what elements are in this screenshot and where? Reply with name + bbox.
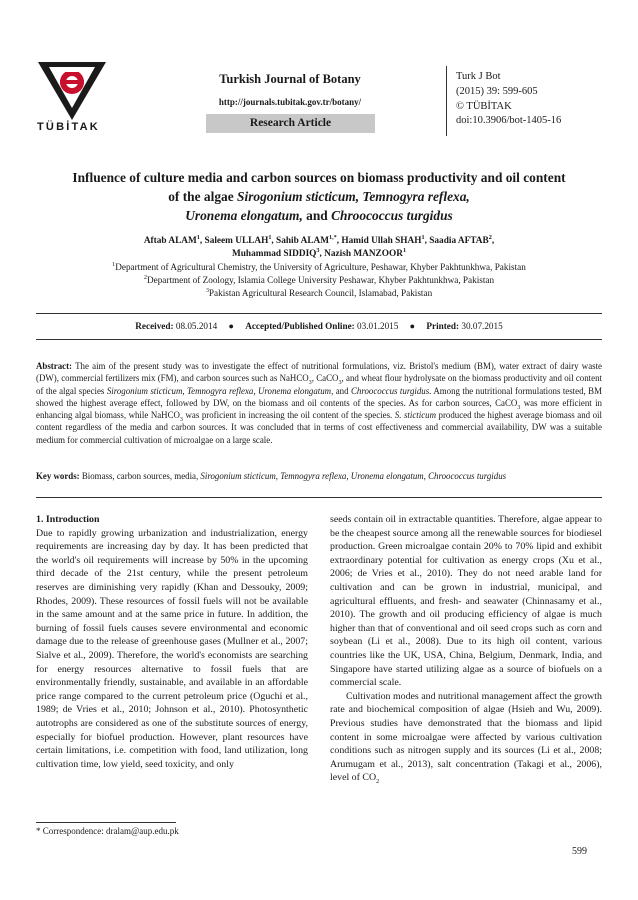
abstract-text: was proficient in increasing the oil content of the species. (183, 410, 395, 421)
citation-volume: (2015) 39: 599-605 (456, 85, 538, 97)
title-text: Influence of culture media and carbon sources on biomass productivity and oil content of the algae (72, 170, 566, 204)
body-column-right (330, 513, 602, 785)
author-name: , Saleem ULLAH (199, 236, 269, 246)
abstract-text: . Among the nutritional formulations tested, BM showed the highest average effect, followed by DW, on the biomass and oil contents of the species. As for carbon sources, CaCO (36, 385, 602, 408)
footnote-rule (36, 822, 176, 823)
header-divider (446, 66, 447, 136)
affiliation (55, 287, 583, 300)
corresponding-star: * (333, 233, 337, 241)
section-heading: 1. Introduction (36, 514, 100, 525)
divider-line (36, 339, 602, 340)
divider-line (36, 313, 602, 314)
received-date: 08.05.2014 (175, 321, 218, 331)
abstract-text: The aim of the present study was to investigate the effect of nutritional formulations, viz. Bristol's medium (BM), water extract of dairy waste (DW), commercial fertilizers mix (FM), and carbon sources such as NaHCO (36, 361, 602, 384)
abstract-species: Chroococcus turgidus (350, 385, 430, 396)
author-name: Aftab ALAM (143, 236, 197, 246)
author-affil-sup (329, 234, 337, 241)
keywords-species: Sirogonium sticticum, Temnogyra reflexa, Uronema elongatum, Chroococcus turgidus (200, 471, 507, 481)
abstract-text: , and wheat flour hydrolysate on the biomass productivity and oil content of the algal species (36, 373, 602, 396)
author-list (60, 235, 578, 261)
body-column-left (36, 513, 308, 771)
affiliation-sup: 1 (112, 260, 116, 268)
body-text: Cultivation modes and nutritional management affect the growth rate and biochemical composition of algae (Hsieh and Wu, 2009). Previous studies have demonstrated that the biomass and lipid content in some microalgae were affected by various cultivation conditions such as nitrogen supply and its sources (Li et al., 2008; Arumugam et al., 2013), salt concentration (Takagi et al., 2006), level of CO (330, 690, 602, 784)
author-separator: , (491, 236, 495, 246)
body-paragraph (330, 690, 602, 785)
author-name: , Nazish MANZOOR (319, 249, 403, 259)
body-paragraph: seeds contain oil in extractable quantities. Therefore, algae appear to be the cheapest source among all the renewable sources for biodiesel production. Green microalgae contain 20% to 70% lipid and exhibit extraordinary potential for cultivation as energy crops (Xu et al., 2006; de Vries et al., 2010). They do not need arable land for cultivation and can be grown in industrial, municipal, and agricultural effluents, and fresh- and seawater (Chinnasamy et al., 2010). The growth and oil producing efficiency of algae is much higher than that of conventional and oil seed crops such as corn and soybean (Li et al., 2008). Due to its high oil content, various countries like the UK, USA, China, Belgium, Denmark, India, and Singapore have started utilizing algae as a source of biofuels on a commercial scale. (330, 514, 603, 689)
citation-copyright: © TÜBİTAK (456, 100, 512, 112)
subscript: 3 (308, 379, 312, 387)
keywords-text: Biomass, carbon sources, media, (79, 471, 201, 481)
title-text: and (302, 207, 332, 223)
citation-doi: doi:10.3906/bot-1405-16 (456, 115, 562, 127)
page-number: 599 (572, 846, 587, 857)
abstract (36, 360, 602, 446)
subscript: 3 (517, 403, 521, 411)
abstract-text: produced the highest average biomass and oil content regardless of the media and carbon sources. It was concluded that in terms of cost effectiveness and commercial availability, DW was a suitable medium for commercial cultivation of microalgae on a large scale. (36, 410, 602, 445)
citation-journal: Turk J Bot (456, 71, 501, 82)
article-type-badge: Research Article (206, 114, 375, 133)
author-affil-sup-text: 1, (329, 233, 334, 241)
citation-block (456, 70, 561, 129)
affiliation-list (55, 261, 583, 300)
keywords-label: Key words: (36, 471, 80, 481)
author-affil-sup: 1 (421, 233, 425, 241)
keywords (36, 470, 602, 482)
abstract-text: and (333, 385, 351, 396)
received-label: Received: (135, 321, 174, 331)
affiliation-sup: 3 (205, 286, 209, 294)
logo-text: TÜBİTAK (37, 121, 100, 133)
accepted-label: Accepted/Published Online: (245, 321, 355, 331)
printed-label: Printed: (426, 321, 460, 331)
title-species: Uronema elongatum, (185, 207, 303, 223)
journal-url-link[interactable]: http://journals.tubitak.gov.tr/botany/ (218, 97, 362, 107)
abstract-species: Sirogonium sticticum, Temnogyra reflexa, Uronema elongatum, (106, 385, 334, 396)
subscript: 3 (179, 415, 183, 423)
title-species: Chroococcus turgidus (331, 207, 453, 223)
affiliation (55, 261, 583, 274)
author-name: , Saadia AFTAB (424, 236, 489, 246)
title-species: Sirogonium sticticum, Temnogyra reflexa, (237, 188, 470, 204)
author-name: , Hamid Ullah SHAH (336, 236, 422, 246)
abstract-label: Abstract: (36, 361, 72, 371)
author-name: , Sahib ALAM (271, 236, 330, 246)
abstract-text: was more efficient in enhancing algal biomass, while NaHCO (36, 397, 602, 421)
printed-date: 30.07.2015 (461, 321, 503, 331)
divider-line (36, 497, 602, 498)
tubitak-emblem-icon (36, 58, 108, 122)
abstract-text: , CaCO (311, 373, 339, 384)
author-affil-sup: 1 (196, 233, 200, 241)
affiliation-text: Department of Zoology, Islamia College University Peshawar, Khyber Pakhtunkhwa, Pakistan (147, 275, 495, 285)
correspondence-footnote: * Correspondence: dralam@aup.edu.pk (36, 826, 179, 836)
subscript: 2 (376, 778, 380, 786)
affiliation-text: Department of Agricultural Chemistry, the University of Agriculture, Peshawar, Khyber Pakhtunkhwa, Pakistan (115, 262, 526, 272)
author-affil-sup: 1 (268, 233, 272, 241)
journal-name: Turkish Journal of Botany (219, 72, 361, 86)
article-title (70, 169, 568, 225)
bullet-separator: ● (409, 321, 416, 331)
abstract-species: S. sticticum (394, 410, 436, 421)
body-paragraph: Due to rapidly growing urbanization and industrialization, energy requirements are increasing day by day. It has been predicted that the world's oil requirements will increase by 50% in the upcoming third decade of the 21st century, while the present petroleum reserves are diminishing very rapidly (Khan and Dessouky, 2009; Rhodes, 2009). These resources of fossil fuels will not be available in the same amount and at the same price in future. In addition, the burning of fossil fuels causes severe environmental and economic damage due to the release of greenhouse gases (Mullner et al., 2007; Sialve et al., 2009). Therefore, the world's economists are searching for energy resources alternative to fossil fuels that are environmentally friendly, sustainable, and available in an affordable price range compared to the current petroleum price (Oguchi et al., 1989; de Vries et al., 2010; Johnson et al., 2010). Photosynthetic autotrophs are considered as one of the substitute sources of energy, especially for biofuel production. However, plant resources have certain limitations, i.e. competition with food, land utilization, long cultivation time, low yield, seed toxicity, and only (36, 527, 308, 770)
affiliation-text: Pakistan Agricultural Research Council, Islamabad, Pakistan (208, 288, 433, 298)
author-affil-sup: 1 (402, 246, 407, 254)
accepted-date: 03.01.2015 (357, 321, 399, 331)
affiliation (55, 274, 583, 287)
subscript: 3 (338, 379, 342, 387)
bullet-separator: ● (228, 321, 234, 331)
author-affil-sup: 3 (316, 246, 320, 254)
publication-dates (36, 319, 602, 333)
author-affil-sup: 2 (488, 233, 492, 241)
author-name: Muhammad SIDDIQ (231, 249, 317, 259)
affiliation-sup: 2 (143, 273, 147, 281)
